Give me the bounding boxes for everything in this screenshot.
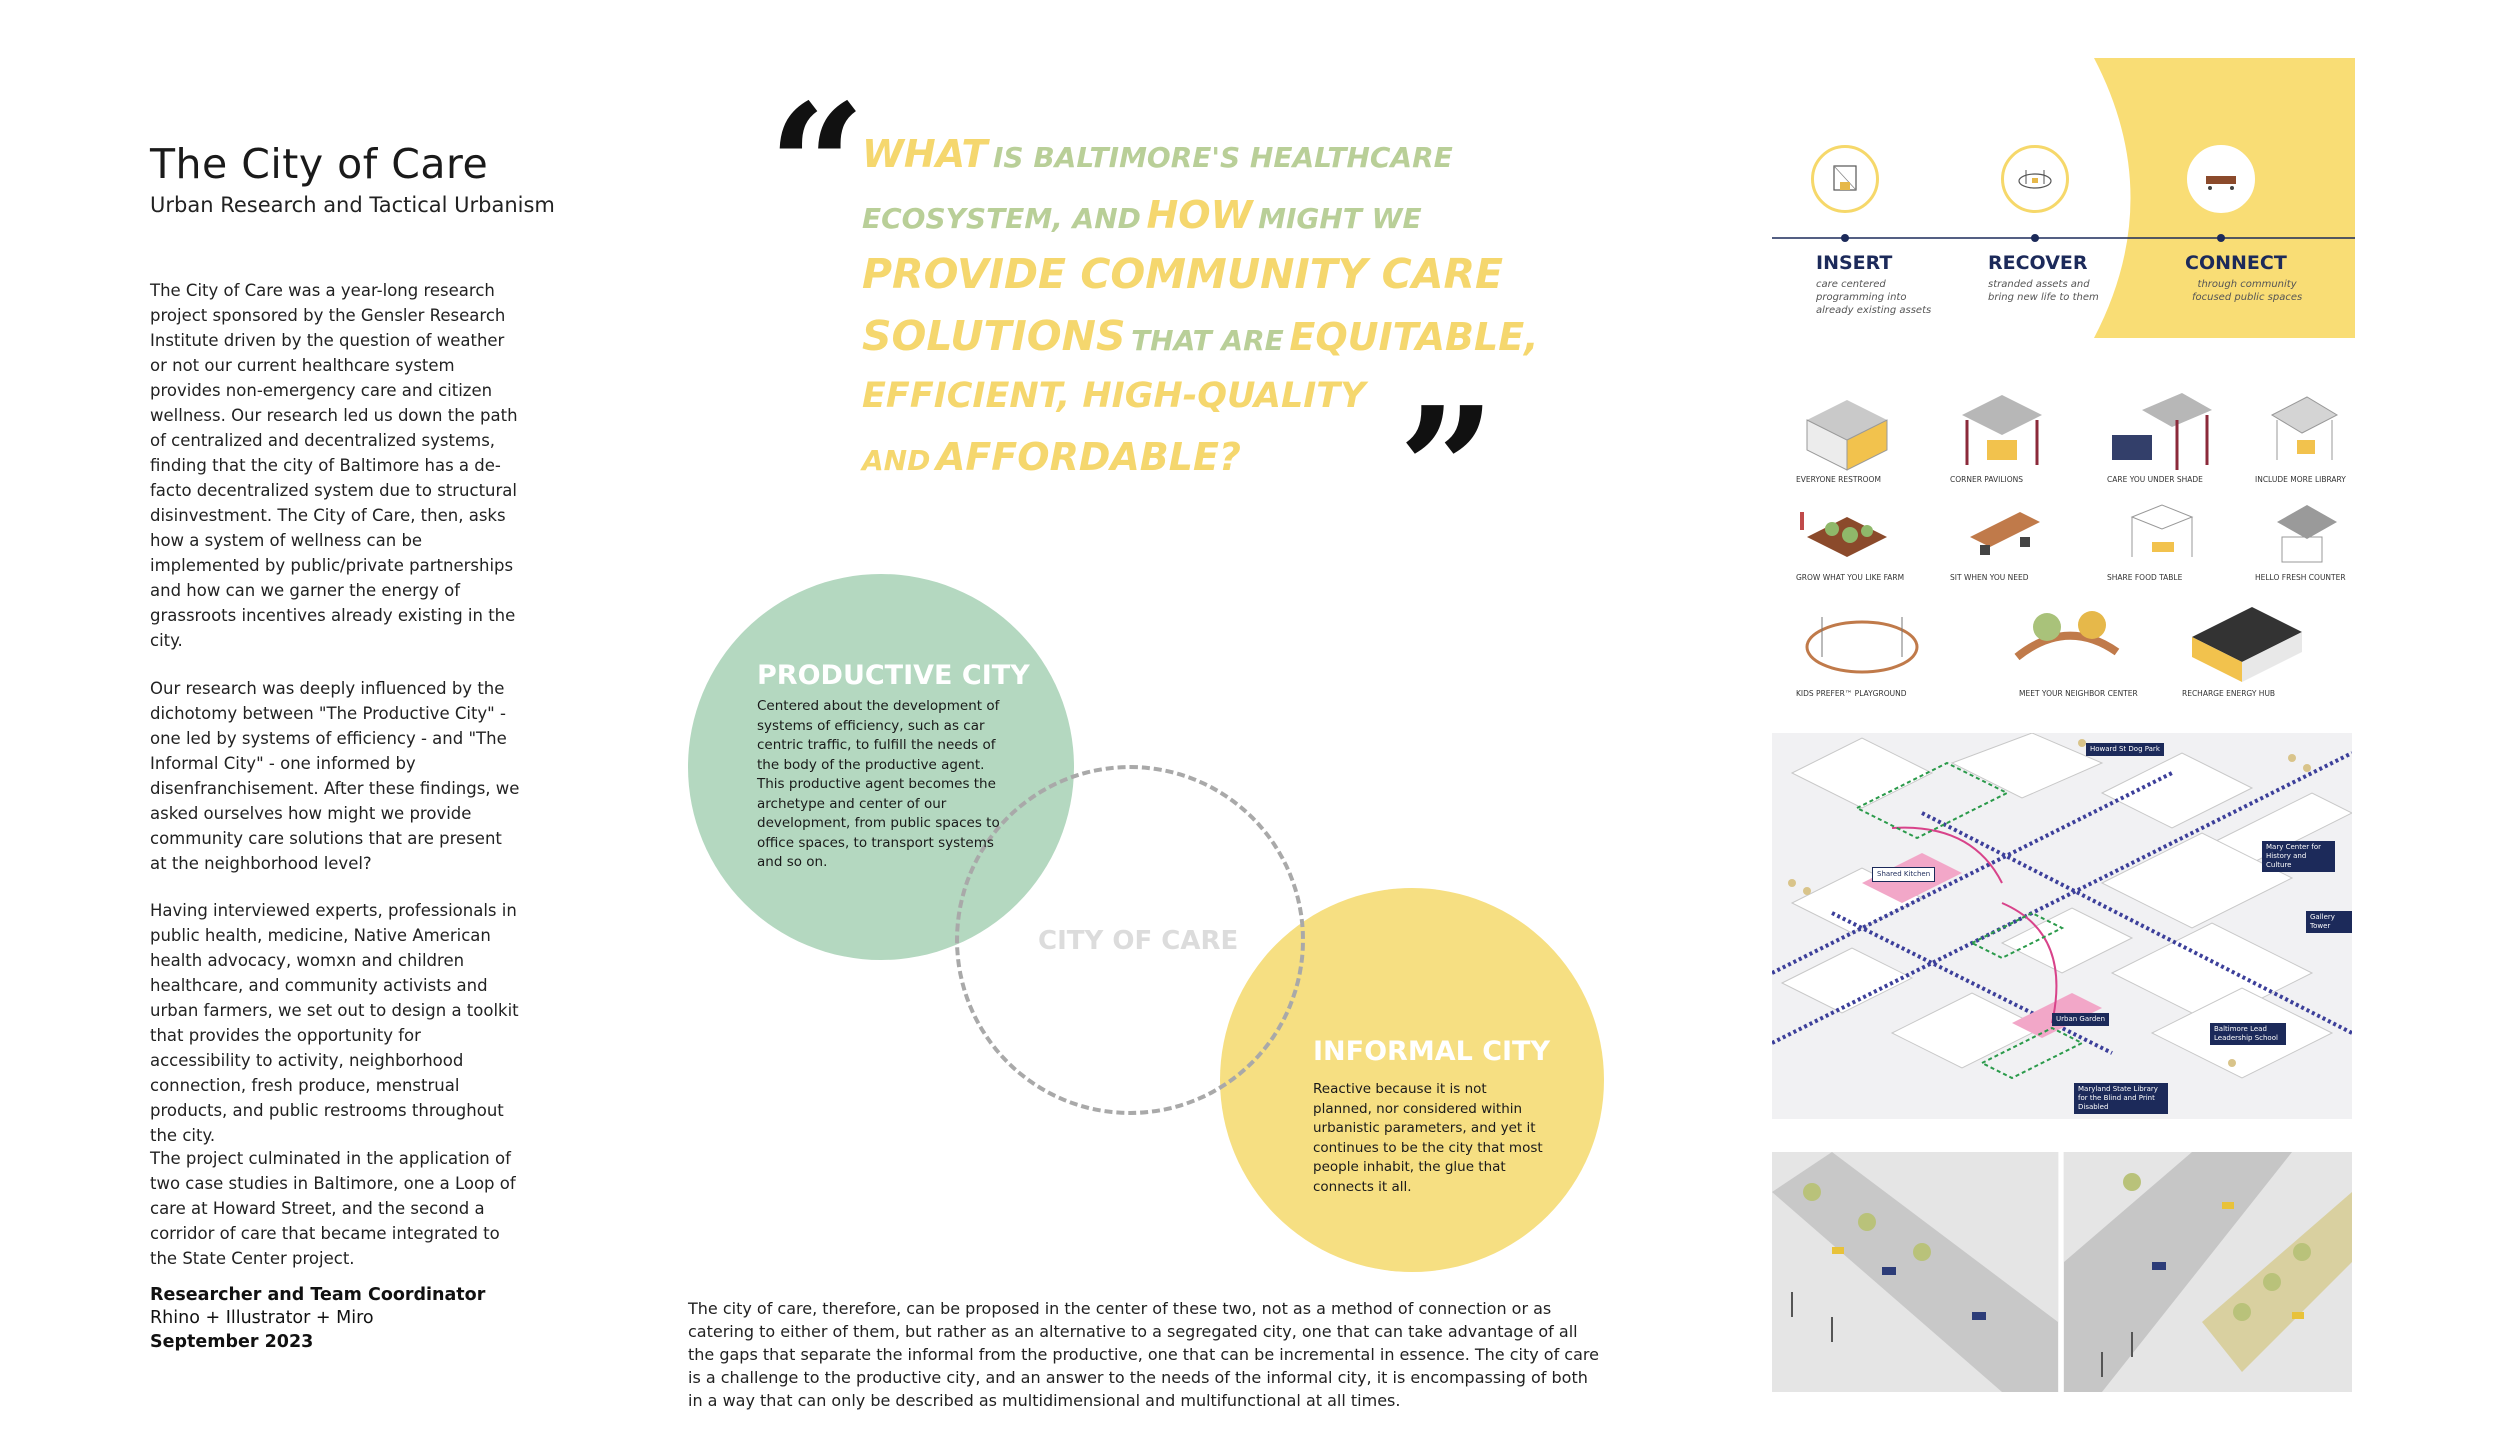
description-paragraph-4: The project culminated in the application of two case studies in Baltimore, one a Loop of care at Howard Street, and the second a corridor of care that became integrated to the State Center project.	[150, 1149, 516, 1268]
toolkit-label: CORNER PAVILIONS	[1950, 475, 2023, 484]
energy-hub-illustration	[2172, 597, 2312, 687]
toolkit-label: RECHARGE ENERGY HUB	[2182, 689, 2276, 698]
recover-icon	[2001, 145, 2069, 213]
close-quote-mark: ”	[1398, 370, 1496, 570]
timeline-dot	[1841, 234, 1849, 242]
food-table-illustration	[2107, 497, 2217, 572]
quote-text: IS BALTIMORE'S HEALTHCARE	[993, 141, 1453, 174]
neighbor-center-illustration	[1997, 597, 2137, 687]
conclusion-paragraph: The city of care, therefore, can be proposed in the center of these two, not as a method of connection or as catering to either of them, but rather as an alternative to a segregated city, one that can take advantage of all the gaps that separate the informal from the productive, one that can be incremental in essence. The city of care is a challenge to the productive city, and an answer to the needs of the informal city, it is encompassing of both in a way that can only be described as multidimensional and multifunctional at all times.	[688, 1299, 1599, 1410]
quote-text: MIGHT WE	[1258, 202, 1422, 235]
seating-illustration	[1950, 497, 2060, 572]
site-plan-axonometric	[1772, 733, 2352, 1119]
map-label-baltimore-lead: Baltimore Lead Leadership School	[2210, 1023, 2286, 1045]
quote-word-equitable: EQUITABLE,	[1289, 315, 1539, 359]
pavilion-illustration	[1947, 385, 2057, 475]
quote-word-solutions: SOLUTIONS	[862, 312, 1126, 360]
quote-line-5: EFFICIENT, HIGH-QUALITY	[862, 376, 1366, 416]
toolkit-label: SHARE FOOD TABLE	[2107, 573, 2183, 582]
open-quote-mark: “	[768, 67, 866, 267]
insert-icon	[1811, 145, 1879, 213]
site-plan-drawing	[1772, 733, 2352, 1119]
strategy-title-recover: RECOVER	[1988, 252, 2088, 274]
quote-word-what: WHAT	[862, 132, 988, 176]
productive-city-description: Centered about the development of systems of efficiency, such as car centric traffic, to fulfill the needs of the body of the productive agent. This productive agent becomes the archetype and center of our development, from public spaces to office spaces, to transport systems and so on.	[757, 698, 1000, 870]
quote-line-4	[862, 312, 1539, 360]
toolkit-label: INCLUDE MORE LIBRARY	[2255, 475, 2346, 484]
city-of-care-label: CITY OF CARE	[1038, 926, 1239, 956]
quote-text: AND	[862, 444, 931, 477]
map-label-state-library: Maryland State Library for the Blind and Print Disabled	[2074, 1083, 2168, 1114]
fresh-counter-illustration	[2252, 497, 2352, 572]
toolkit-label: CARE YOU UNDER SHADE	[2107, 475, 2203, 484]
quote-line-3: PROVIDE COMMUNITY CARE	[862, 250, 1504, 298]
description-paragraph-1: The City of Care was a year-long research project sponsored by the Gensler Research Institute driven by the question of weather or not our current healthcare system provides non-emergency care and citizen wellness. Our research led us down the path of centralized and decentralized systems, finding that the city of Baltimore has a de-facto decentralized system due to structural disinvestment. The City of Care, then, asks how a system of wellness can be implemented by public/private partnerships and how can we garner the energy of grassroots incentives already existing in the city.	[150, 281, 518, 650]
street-view-drawing	[1772, 1152, 2352, 1392]
page-title: The City of Care	[150, 140, 489, 188]
strategy-desc-recover: stranded assets and bring new life to them	[1988, 279, 2099, 303]
quote-word-how: HOW	[1146, 193, 1253, 237]
strategy-title-insert: INSERT	[1816, 252, 1893, 274]
credit-tools: Rhino + Illustrator + Miro	[150, 1308, 374, 1328]
farm-illustration	[1792, 497, 1902, 572]
map-label-shared-kitchen: Shared Kitchen	[1872, 867, 1935, 882]
map-label-gallery: Gallery Tower	[2306, 911, 2352, 933]
strategy-desc-connect: through community focused public spaces	[2192, 279, 2303, 303]
toolkit-grid	[1772, 375, 2355, 700]
quote-text: THAT ARE	[1131, 324, 1284, 357]
page-subtitle: Urban Research and Tactical Urbanism	[150, 193, 555, 217]
playground-illustration	[1792, 597, 1932, 687]
library-illustration	[2252, 385, 2352, 475]
strategy-diagram	[1772, 58, 2355, 338]
toolkit-label: KIDS PREFER™ PLAYGROUND	[1796, 689, 1907, 698]
productive-city-title: PRODUCTIVE CITY	[757, 660, 1030, 691]
quote-text: ECOSYSTEM, AND	[862, 202, 1141, 235]
strategy-title-connect: CONNECT	[2185, 252, 2287, 274]
toolkit-label: MEET YOUR NEIGHBOR CENTER	[2019, 689, 2138, 698]
map-label-dog-park: Howard St Dog Park	[2086, 743, 2164, 756]
quote-line-6	[862, 435, 1241, 479]
timeline-dot	[2031, 234, 2039, 242]
toolkit-label: SIT WHEN YOU NEED	[1950, 573, 2029, 582]
restroom-illustration	[1792, 385, 1902, 475]
informal-city-title: INFORMAL CITY	[1313, 1036, 1551, 1067]
street-view-renderings	[1772, 1152, 2352, 1392]
quote-line-2	[862, 193, 1422, 237]
toolkit-label: HELLO FRESH COUNTER	[2255, 573, 2346, 582]
shade-illustration	[2107, 385, 2217, 475]
toolkit-label: EVERYONE RESTROOM	[1796, 475, 1881, 484]
timeline-dot	[2217, 234, 2225, 242]
connect-icon	[2187, 145, 2255, 213]
credit-role: Researcher and Team Coordinator	[150, 1285, 486, 1305]
map-label-urban-garden: Urban Garden	[2052, 1013, 2109, 1026]
map-label-mary-center: Mary Center for History and Culture	[2262, 841, 2335, 872]
description-paragraph-2: Our research was deeply influenced by the dichotomy between "The Productive City" - one led by systems of efficiency - and "The Informal City" - one informed by disenfranchisement. After these findings, we asked ourselves how might we provide community care solutions that are present at the neighborhood level?	[150, 679, 520, 873]
description-paragraph-3: Having interviewed experts, professionals in public health, medicine, Native American health advocacy, womxn and children healthcare, and community activists and urban farmers, we set out to design a toolkit that provides the opportunity for accessibility to activity, neighborhood connection, fresh produce, menstrual products, and public restrooms throughout the city.	[150, 901, 519, 1145]
quote-word-affordable: AFFORDABLE?	[935, 435, 1241, 479]
credit-date: September 2023	[150, 1332, 314, 1352]
informal-city-description: Reactive because it is not planned, nor considered within urbanistic parameters, and yet it continues to be the city that most people inhabit, the glue that connects it all.	[1313, 1081, 1543, 1195]
strategy-desc-insert: care centered programming into already existing assets	[1816, 279, 1932, 316]
toolkit-label: GROW WHAT YOU LIKE FARM	[1796, 573, 1905, 582]
quote-line-1	[862, 132, 1453, 176]
